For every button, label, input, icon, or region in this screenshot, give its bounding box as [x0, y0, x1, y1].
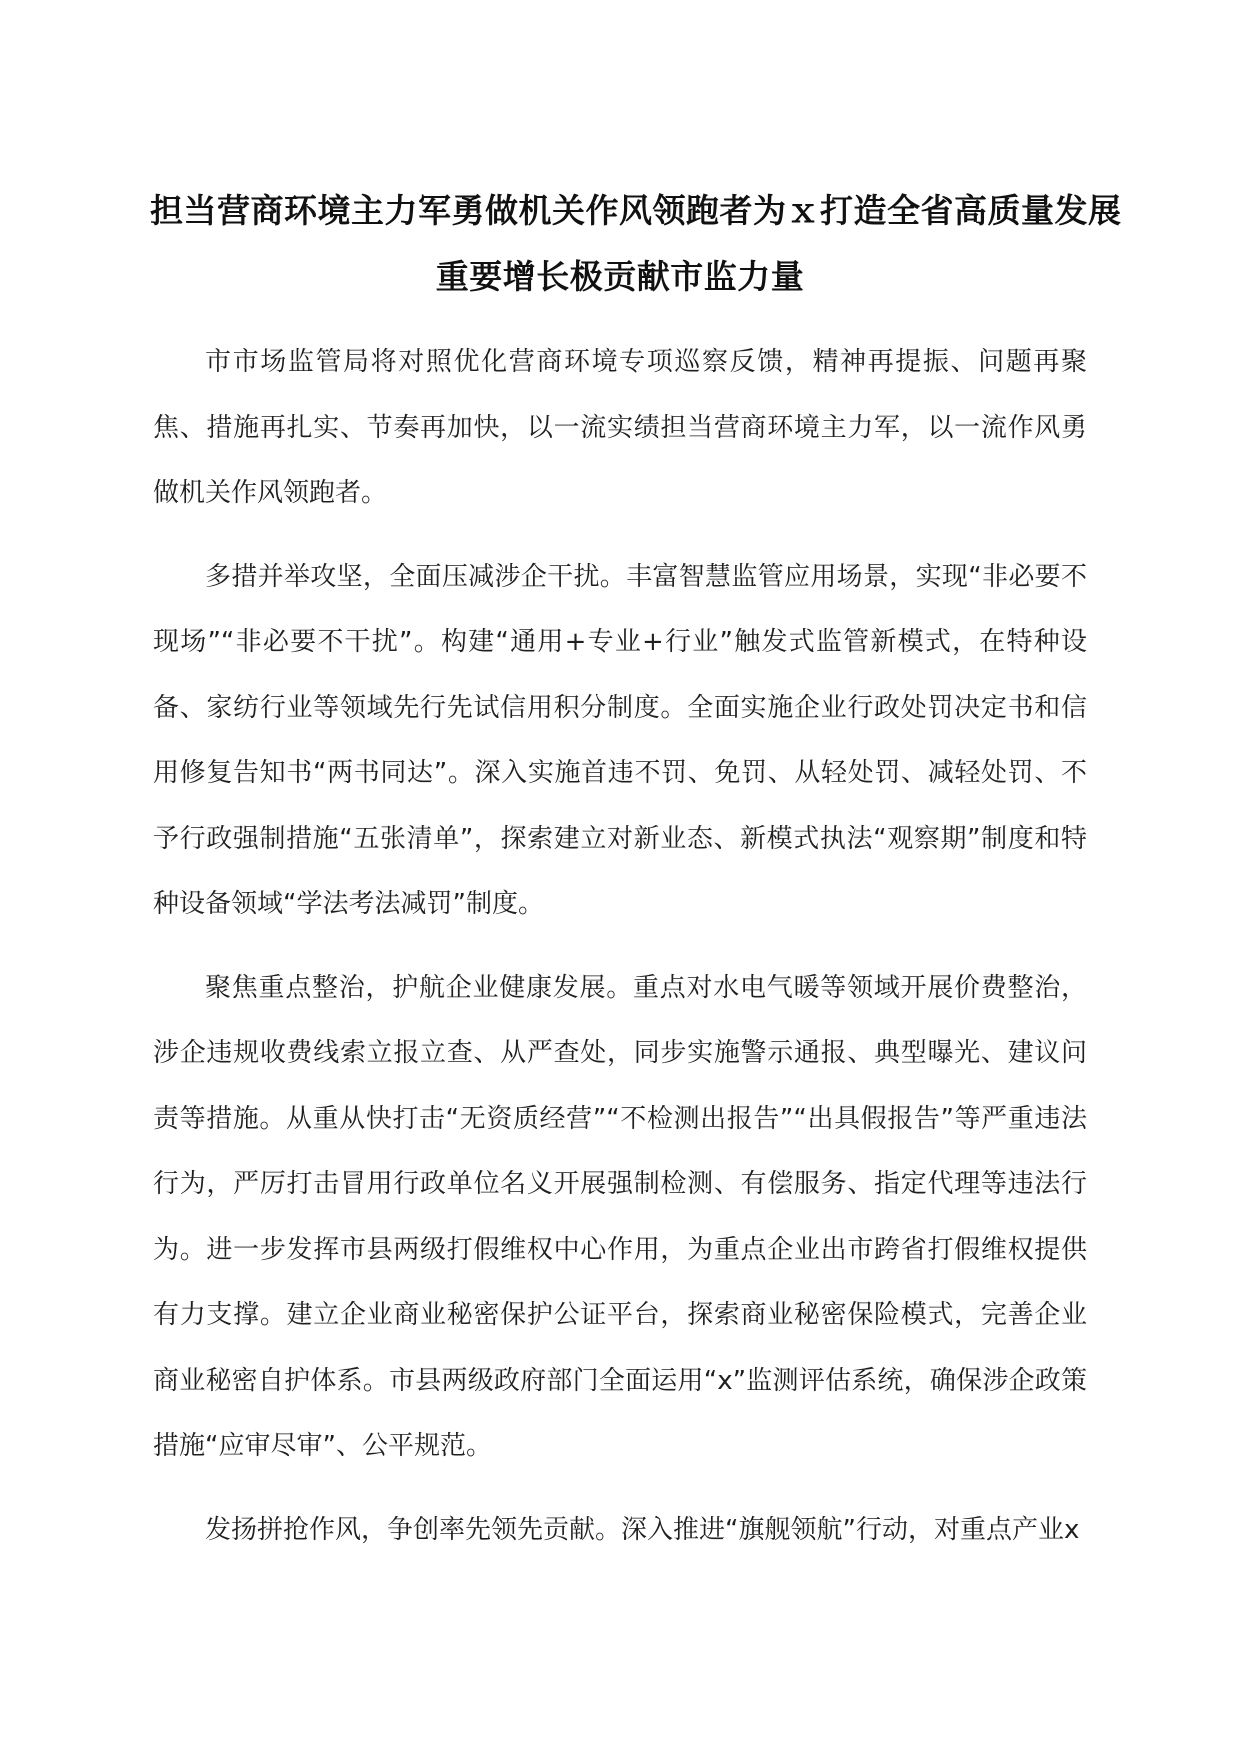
title-line-2: 重要增长极贡献市监力量 [435, 257, 805, 296]
document-body [153, 330, 1087, 1581]
paragraph-intro: 市市场监管局将对照优化营商环境专项巡察反馈，精神再提振、问题再聚焦、措施再扎实、节奏再加快，以一流实绩担当营商环境主力军，以一流作风勇做机关作风领跑者。 [153, 347, 1087, 508]
paragraph-key-rectification: 聚焦重点整治，护航企业健康发展。重点对水电气暖等领域开展价费整治，涉企违规收费线索立报立查、从严查处，同步实施警示通报、典型曝光、建议问责等措施。从重从快打击“无资质经营”“不检测出报告”“出具假报告”等严重违法行为，严厉打击冒用行政单位名义开展强制检测、有偿服务、指定代理等违法行为。进一步发挥市县两级打假维权中心作用，为重点企业出市跨省打假维权提供有力支撑。建立企业商业秘密保护公证平台，探索商业秘密保险模式，完善企业商业秘密自护体系。市县两级政府部门全面运用“x”监测评估系统，确保涉企政策措施“应审尽审”、公平规范。 [153, 972, 1087, 1461]
paragraph-fighting-spirit: 发扬拼抢作风，争创率先领先贡献。深入推进“旗舰领航”行动，对重点产业x [205, 1514, 1080, 1545]
paragraph-reduce-interference: 多措并举攻坚，全面压减涉企干扰。丰富智慧监管应用场景，实现“非必要不现场”“非必要不干扰”。构建“通用+专业+行业”触发式监管新模式，在特种设备、家纺行业等领域先行先试信用积分制度。全面实施企业行政处罚决定书和信用修复告知书“两书同达”。深入实施首违不罚、免罚、从轻处罚、减轻处罚、不予行政强制措施“五张清单”，探索建立对新业态、新模式执法“观察期”制度和特种设备领域“学法考法减罚”制度。 [153, 561, 1087, 919]
title-line-1: 担当营商环境主力军勇做机关作风领跑者为ｘ打造全省高质量发展 [150, 191, 1122, 230]
document-title [150, 178, 1122, 310]
